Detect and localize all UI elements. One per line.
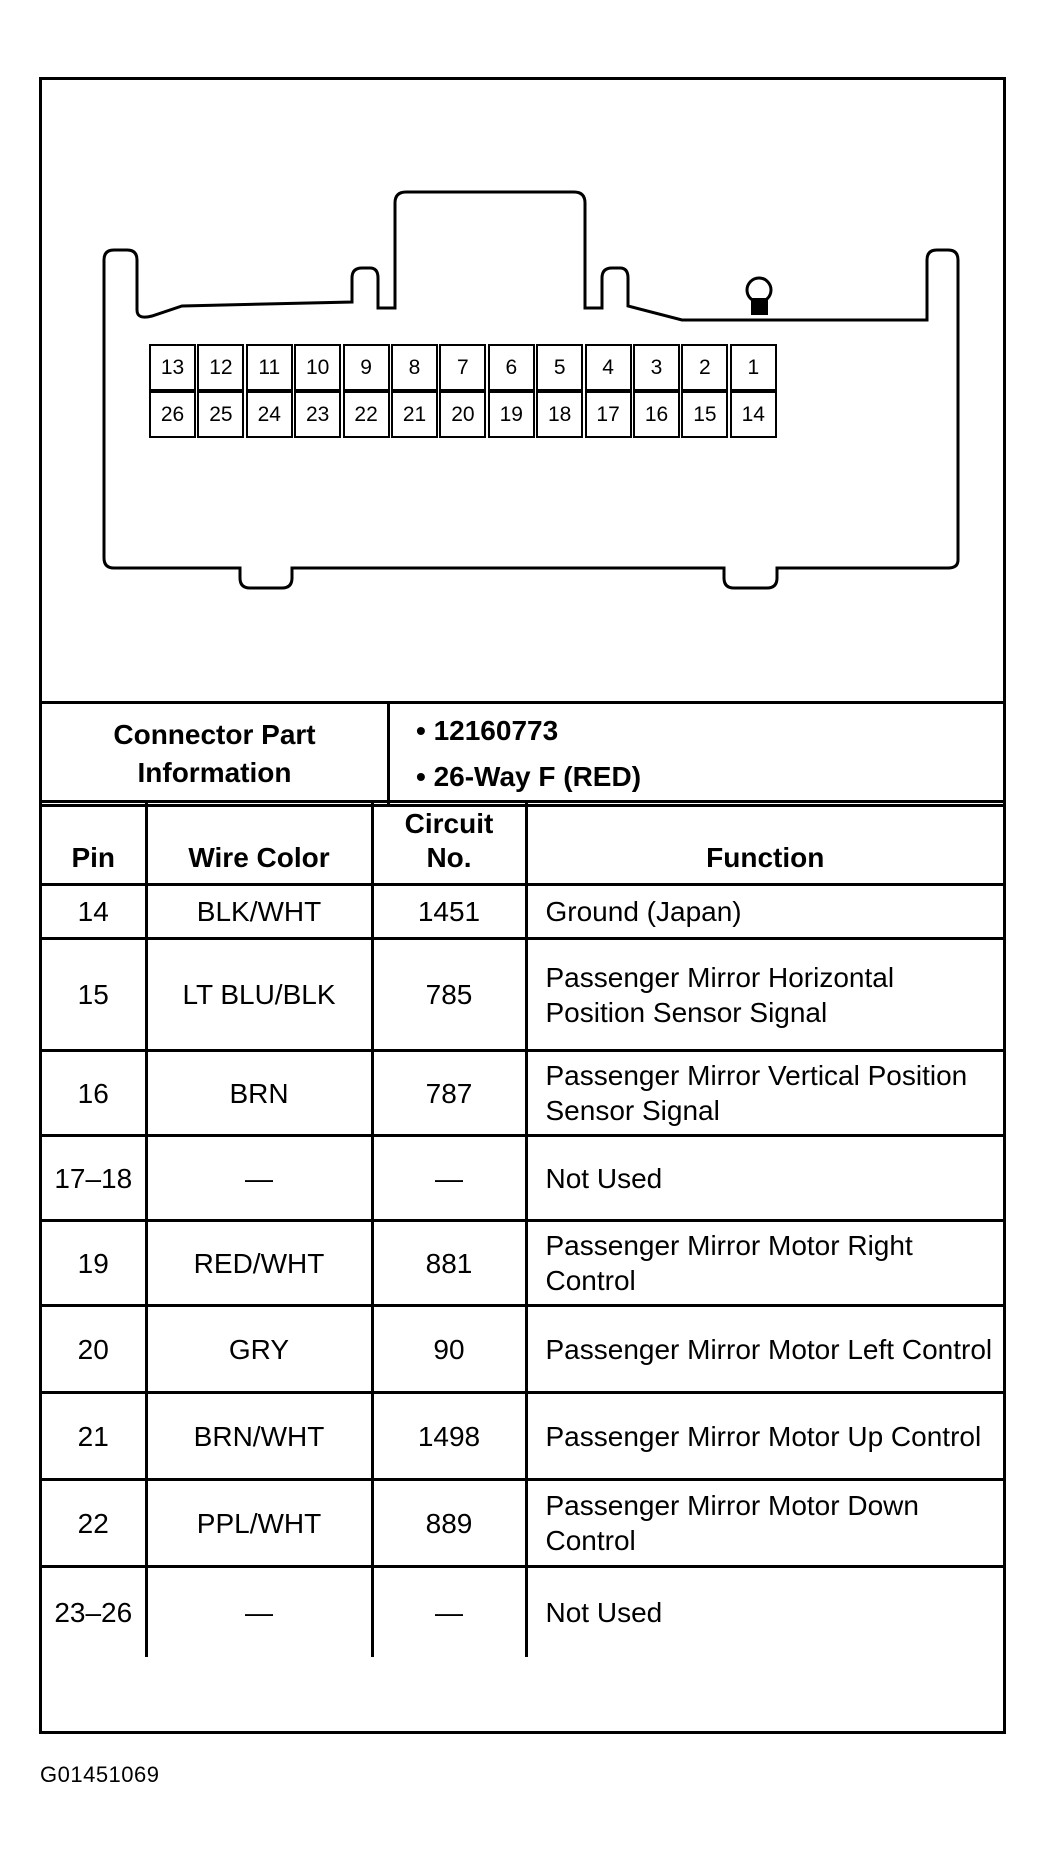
connector-diagram — [42, 80, 1003, 701]
table-row — [42, 939, 1003, 1051]
pin-function-table — [42, 800, 1003, 1657]
pin-cavity-11: 11 — [246, 344, 293, 391]
cell-circuit: — — [372, 1136, 526, 1221]
figure-id: G01451069 — [40, 1762, 160, 1787]
pin-grid — [42, 80, 1003, 701]
cell-function: Not Used — [526, 1567, 1003, 1657]
cell-function: Passenger Mirror Vertical Position Sensor Signal — [526, 1051, 1003, 1136]
pin-cavity-18: 18 — [536, 391, 583, 438]
table-row — [42, 885, 1003, 939]
header-function: Function — [526, 802, 1003, 885]
cell-circuit: 785 — [372, 939, 526, 1051]
header-pin: Pin — [42, 802, 146, 885]
part-info-label: Connector Part Information — [42, 703, 389, 806]
cell-wire-color: BRN — [146, 1051, 372, 1136]
header-circuit — [372, 802, 526, 885]
header-circuit-label: Circuit No. — [404, 808, 494, 873]
pin-cavity-7: 7 — [439, 344, 486, 391]
cell-function: Not Used — [526, 1136, 1003, 1221]
table-row — [42, 1051, 1003, 1136]
pin-cavity-16: 16 — [633, 391, 680, 438]
pin-cavity-9: 9 — [343, 344, 390, 391]
cell-wire-color: LT BLU/BLK — [146, 939, 372, 1051]
cell-function: Passenger Mirror Horizontal Position Sensor Signal — [526, 939, 1003, 1051]
cell-function: Ground (Japan) — [526, 885, 1003, 939]
pin-cavity-1: 1 — [730, 344, 777, 391]
table-row — [42, 1567, 1003, 1657]
pin-cavity-20: 20 — [439, 391, 486, 438]
table-row — [42, 1306, 1003, 1393]
cell-circuit: 1498 — [372, 1393, 526, 1480]
cell-pin: 19 — [42, 1221, 146, 1306]
pin-cavity-25: 25 — [197, 391, 244, 438]
pin-cavity-21: 21 — [391, 391, 438, 438]
cell-wire-color: — — [146, 1567, 372, 1657]
cell-circuit: 889 — [372, 1480, 526, 1567]
cell-wire-color: RED/WHT — [146, 1221, 372, 1306]
header-wire-color: Wire Color — [146, 802, 372, 885]
cell-pin: 14 — [42, 885, 146, 939]
pin-cavity-10: 10 — [294, 344, 341, 391]
table-row — [42, 1480, 1003, 1567]
pin-cavity-8: 8 — [391, 344, 438, 391]
cell-pin: 17–18 — [42, 1136, 146, 1221]
table-row — [42, 1221, 1003, 1306]
cell-pin: 20 — [42, 1306, 146, 1393]
cell-pin: 16 — [42, 1051, 146, 1136]
pin-cavity-6: 6 — [488, 344, 535, 391]
cell-circuit: 787 — [372, 1051, 526, 1136]
connector-part-info — [42, 701, 1003, 807]
pin-cavity-2: 2 — [681, 344, 728, 391]
part-number: • 12160773 — [416, 715, 559, 746]
cell-wire-color: BRN/WHT — [146, 1393, 372, 1480]
pin-cavity-24: 24 — [246, 391, 293, 438]
cell-circuit: 881 — [372, 1221, 526, 1306]
pin-cavity-14: 14 — [730, 391, 777, 438]
cell-pin: 21 — [42, 1393, 146, 1480]
pin-rows — [42, 885, 1003, 1657]
pin-cavity-3: 3 — [633, 344, 680, 391]
connector-type: • 26-Way F (RED) — [416, 761, 642, 792]
table-row — [42, 1136, 1003, 1221]
pin-cavity-26: 26 — [149, 391, 196, 438]
pin-cavity-13: 13 — [149, 344, 196, 391]
cell-wire-color: PPL/WHT — [146, 1480, 372, 1567]
cell-function: Passenger Mirror Motor Up Control — [526, 1393, 1003, 1480]
pin-cavity-5: 5 — [536, 344, 583, 391]
connector-figure-frame — [39, 77, 1006, 1734]
cell-function: Passenger Mirror Motor Down Control — [526, 1480, 1003, 1567]
cell-wire-color: BLK/WHT — [146, 885, 372, 939]
pin-cavity-22: 22 — [343, 391, 390, 438]
cell-wire-color: — — [146, 1136, 372, 1221]
cell-pin: 15 — [42, 939, 146, 1051]
cell-wire-color: GRY — [146, 1306, 372, 1393]
cell-function: Passenger Mirror Motor Left Control — [526, 1306, 1003, 1393]
table-header-row — [42, 802, 1003, 885]
cell-circuit: — — [372, 1567, 526, 1657]
pin-cavity-4: 4 — [585, 344, 632, 391]
pin-cavity-12: 12 — [197, 344, 244, 391]
pin-cavity-23: 23 — [294, 391, 341, 438]
pin-cavity-17: 17 — [585, 391, 632, 438]
cell-pin: 23–26 — [42, 1567, 146, 1657]
pin-cavity-15: 15 — [681, 391, 728, 438]
cell-circuit: 1451 — [372, 885, 526, 939]
cell-circuit: 90 — [372, 1306, 526, 1393]
part-info-values — [389, 703, 1004, 806]
cell-pin: 22 — [42, 1480, 146, 1567]
table-row — [42, 1393, 1003, 1480]
pin-cavity-19: 19 — [488, 391, 535, 438]
cell-function: Passenger Mirror Motor Right Control — [526, 1221, 1003, 1306]
